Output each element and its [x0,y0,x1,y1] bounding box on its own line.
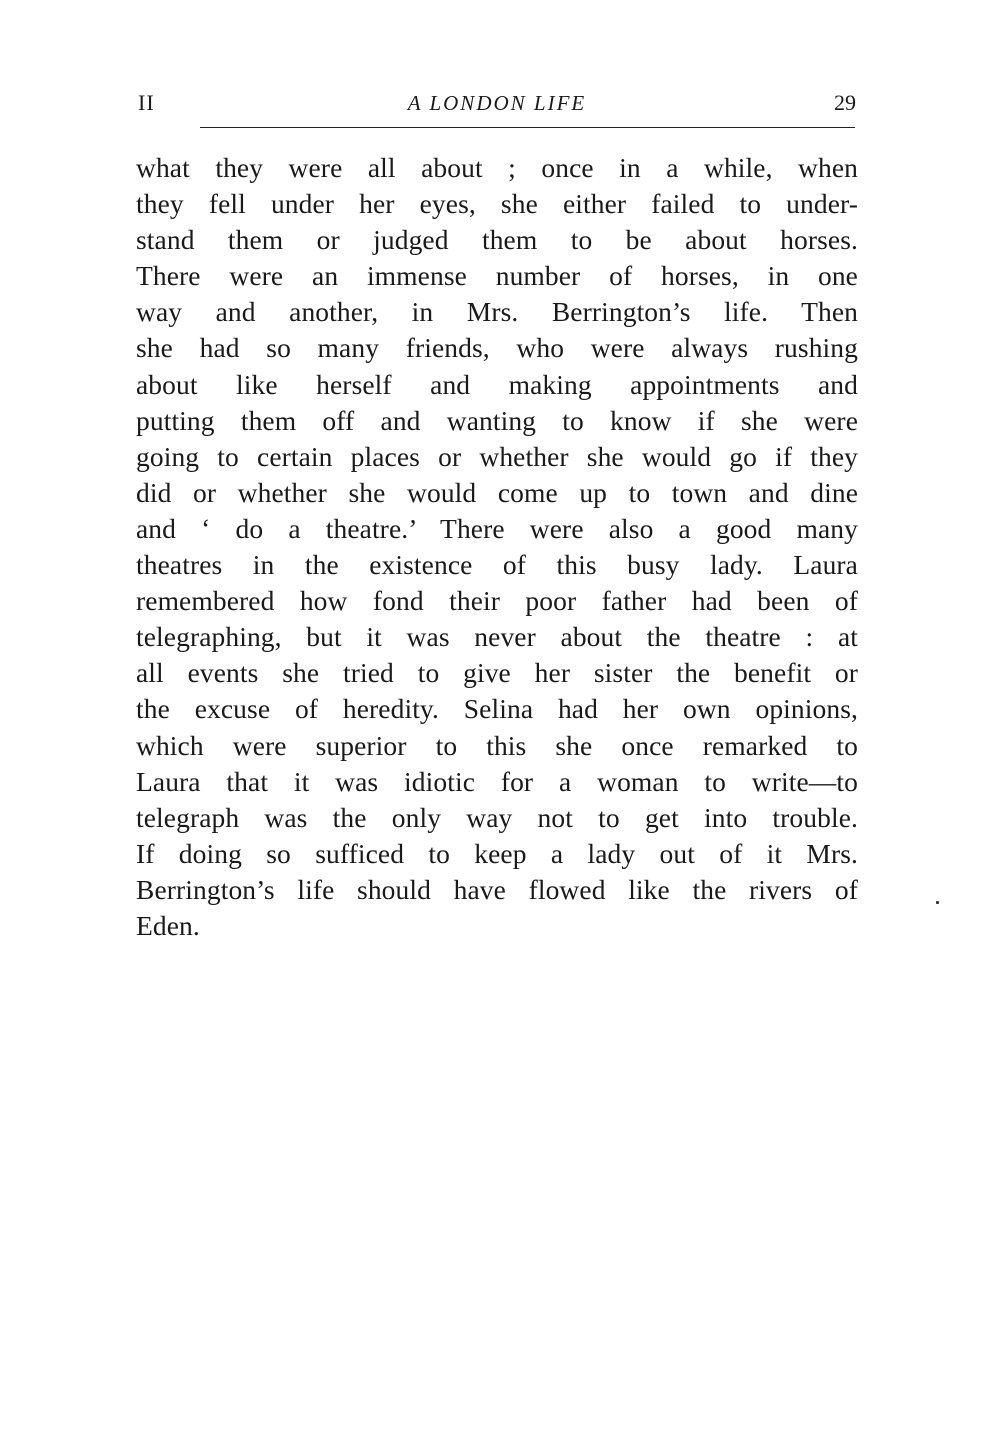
header-rule [200,127,855,128]
section-number: II [138,90,155,115]
text-line: going to certain places or whether she would go if they [136,440,858,472]
text-line: about like herself and making appointments and [136,368,858,400]
print-speck [936,901,939,904]
text-line: stand them or judged them to be about horses. [136,224,858,256]
text-line: what they were all about ; once in a while, when [136,152,858,183]
text-line: and ‘ do a theatre.’ There were also a good many [136,512,858,544]
running-head [136,88,858,118]
text-line: Berrington’s life should have flowed like the rivers of [136,873,858,905]
running-title: A LONDON LIFE [407,91,587,115]
text-line: theatres in the existence of this busy lady. Laura [136,549,858,581]
text-line: she had so many friends, who were always rushing [136,332,858,364]
text-line: If doing so sufficed to keep a lady out of it Mrs. [136,837,858,869]
text-line: putting them off and wanting to know if she were [136,404,858,436]
text-line: telegraph was the only way not to get into trouble. [136,801,858,833]
text-line: Laura that it was idiotic for a woman to write—to [136,765,858,797]
text-line: remembered how fond their poor father had been of [136,585,858,617]
text-line: way and another, in Mrs. Berrington’s life. Then [136,296,858,328]
text-line: There were an immense number of horses, in one [136,260,858,292]
text-line: did or whether she would come up to town and dine [136,476,858,508]
page-number: 29 [834,90,856,115]
text-line: Eden. [136,909,200,941]
text-line: telegraphing, but it was never about the theatre : at [136,621,858,653]
text-line: all events she tried to give her sister the benefit or [136,657,858,689]
text-line: which were superior to this she once remarked to [136,729,858,761]
text-line: the excuse of heredity. Selina had her own opinions, [136,693,858,725]
text-line: they fell under her eyes, she either failed to under- [136,188,858,220]
body-paragraph [136,150,858,944]
